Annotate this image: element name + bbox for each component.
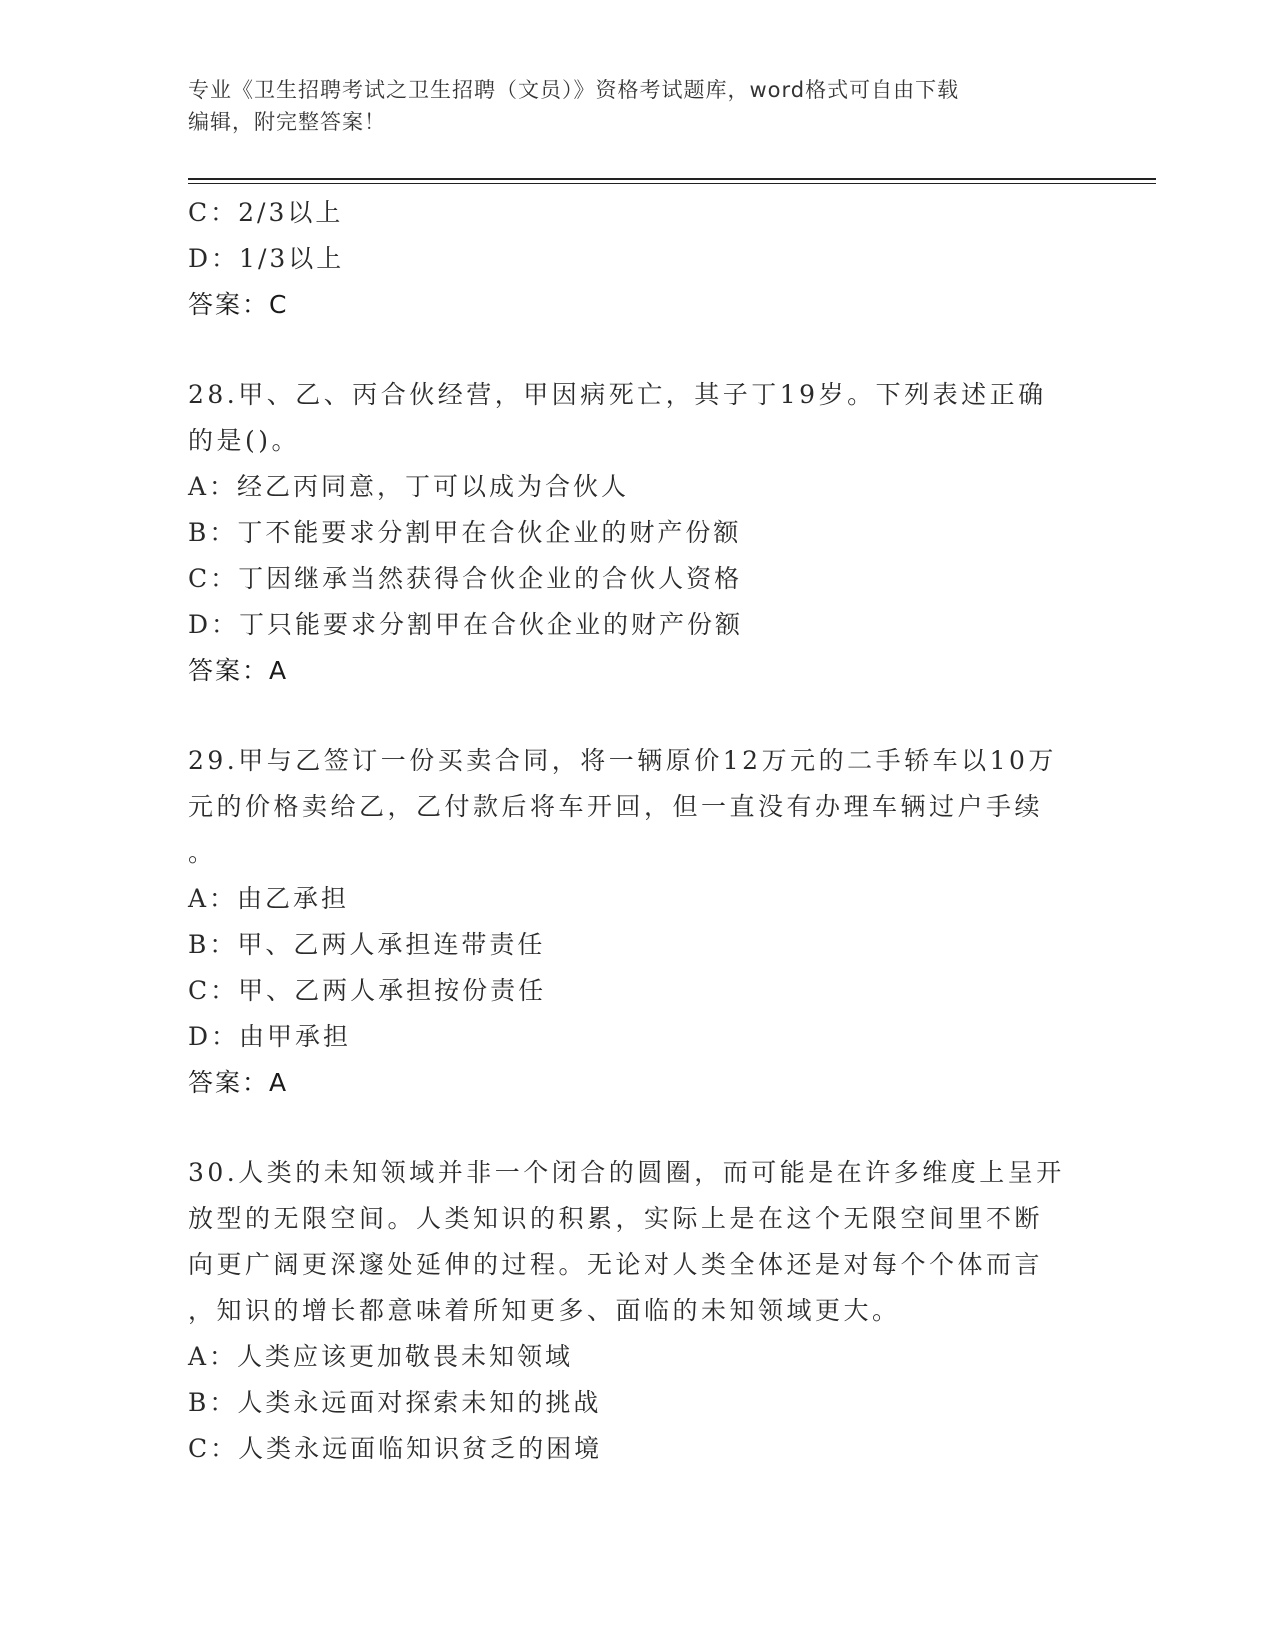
option-b: B：人类永远面对探索未知的挑战	[188, 1388, 602, 1417]
stem-line: ，知识的增长都意味着所知更多、面临的未知领域更大。	[188, 1296, 901, 1325]
option-c: C：丁因继承当然获得合伙企业的合伙人资格	[188, 564, 743, 593]
option-c: C：甲、乙两人承担按份责任	[188, 976, 547, 1005]
stem-line: 。	[188, 838, 217, 867]
header-divider-thin	[188, 183, 1156, 184]
answer-label: 答案：A	[188, 1068, 289, 1097]
answer-label: 答案：C	[188, 290, 289, 319]
option-a: A：由乙承担	[188, 884, 350, 913]
question-stem	[188, 372, 1088, 464]
question-stem	[188, 738, 1088, 876]
option-a: A：人类应该更加敬畏未知领域	[188, 1342, 574, 1371]
header-divider	[188, 178, 1156, 180]
stem-line: 向更广阔更深邃处延伸的过程。无论对人类全体还是对每个个体而言	[188, 1250, 1044, 1279]
option-d: D：丁只能要求分割甲在合伙企业的财产份额	[188, 610, 744, 639]
option-d: D：由甲承担	[188, 1022, 352, 1051]
option-b: B：丁不能要求分割甲在合伙企业的财产份额	[188, 518, 742, 547]
stem-line: 的是()。	[188, 426, 301, 455]
header-line-1: 专业《卫生招聘考试之卫生招聘（文员）》资格考试题库，word格式可自由下载	[188, 78, 960, 102]
option-c: C：人类永远面临知识贫乏的困境	[188, 1434, 603, 1463]
stem-line: 29.甲与乙签订一份买卖合同，将一辆原价12万元的二手轿车以10万	[188, 746, 1057, 775]
document-header	[188, 74, 1068, 138]
stem-line: 元的价格卖给乙，乙付款后将车开回，但一直没有办理车辆过户手续	[188, 792, 1044, 821]
answer-label: 答案：A	[188, 656, 289, 685]
question-30	[188, 1150, 1088, 1472]
question-stem	[188, 1150, 1088, 1334]
stem-line: 放型的无限空间。人类知识的积累，实际上是在这个无限空间里不断	[188, 1204, 1044, 1233]
option-c: C：2/3以上	[188, 198, 344, 227]
question-28	[188, 372, 1088, 694]
option-b: B：甲、乙两人承担连带责任	[188, 930, 546, 959]
option-a: A：经乙丙同意，丁可以成为合伙人	[188, 472, 630, 501]
stem-line: 28.甲、乙、丙合伙经营，甲因病死亡，其子丁19岁。下列表述正确	[188, 380, 1047, 409]
question-list	[188, 190, 1088, 1472]
option-d: D：1/3以上	[188, 244, 345, 273]
stem-line: 30.人类的未知领域并非一个闭合的圆圈，而可能是在许多维度上呈开	[188, 1158, 1065, 1187]
header-line-2: 编辑，附完整答案！	[188, 110, 386, 134]
question-29	[188, 738, 1088, 1106]
question-27-tail	[188, 190, 1088, 328]
